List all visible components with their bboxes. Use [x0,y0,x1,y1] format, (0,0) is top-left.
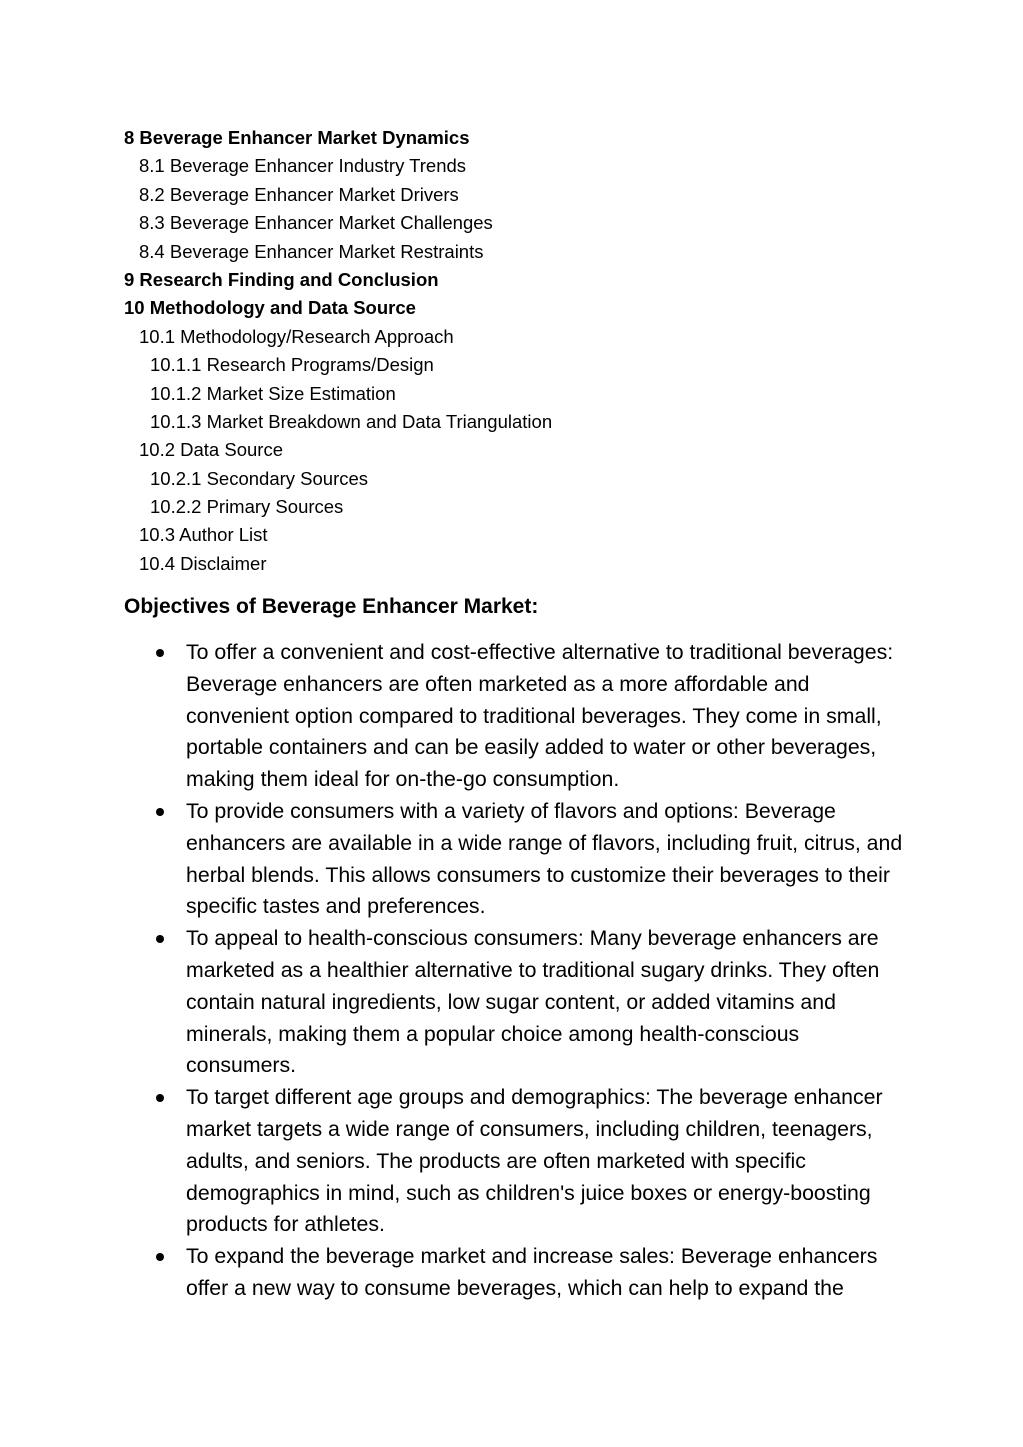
toc-entry: 8.1 Beverage Enhancer Industry Trends [139,155,467,177]
toc-entry: 10.1 Methodology/Research Approach [139,325,454,347]
toc-entry: 9 Research Finding and Conclusion [124,268,439,290]
objective-text: To appeal to health-conscious consumers: Many beverage enhancers are marketed as a healthier alternative to traditional sugary drinks. They often contain natural ingredients, low sugar content, or added vitamins and minerals, making them a popular choice among health-conscious consumers. [186,926,880,1078]
bullet-icon [156,935,164,943]
list-item [124,923,914,1082]
toc-entry: 10 Methodology and Data Source [124,297,416,319]
toc-entry: 8 Beverage Enhancer Market Dynamics [124,127,470,148]
toc-entry: 10.2.1 Secondary Sources [150,467,369,489]
toc-entry: 10.2 Data Source [139,439,283,461]
table-of-contents [124,124,884,578]
objectives-heading: Objectives of Beverage Enhancer Market: [124,595,539,618]
objective-text: To provide consumers with a variety of flavors and options: Beverage enhancers are available in a wide range of flavors, including fruit, citrus, and herbal blends. This allows consumers to customize their beverages to their specific tastes and preferences. [186,798,903,919]
objectives-list [124,637,914,1305]
toc-entry: 8.3 Beverage Enhancer Market Challenges [139,212,493,234]
toc-entry: 10.3 Author List [139,524,268,546]
objective-text: To target different age groups and demographics: The beverage enhancer market targets a wide range of consumers, including children, teenagers, adults, and seniors. The products are often marketed with specific demographics in mind, such as children's juice boxes or energy-boosting products for athletes. [186,1085,883,1237]
toc-entry: 8.4 Beverage Enhancer Market Restraints [139,240,484,262]
toc-entry: 10.2.2 Primary Sources [150,496,344,518]
toc-entry: 8.2 Beverage Enhancer Market Drivers [139,183,459,205]
list-item [124,637,914,796]
list-item [124,1082,914,1241]
toc-entry: 10.1.2 Market Size Estimation [150,382,396,404]
list-item [124,1241,914,1305]
bullet-icon [156,808,164,816]
bullet-icon [156,1094,164,1102]
list-item [124,796,914,923]
bullet-icon [156,1253,164,1261]
objective-text: To expand the beverage market and increase sales: Beverage enhancers offer a new way to consume beverages, which can help to expand the [186,1244,878,1300]
toc-entry: 10.1.1 Research Programs/Design [150,354,434,376]
toc-entry: 10.4 Disclaimer [139,552,267,574]
bullet-icon [156,649,164,657]
objective-text: To offer a convenient and cost-effective alternative to traditional beverages: Beverage enhancers are often marketed as a more affordable and convenient option compared to traditional beverages. They come in small, portable containers and can be easily added to water or other beverages, making them ideal for on-the-go consumption. [186,640,894,792]
toc-entry: 10.1.3 Market Breakdown and Data Triangulation [150,410,553,432]
